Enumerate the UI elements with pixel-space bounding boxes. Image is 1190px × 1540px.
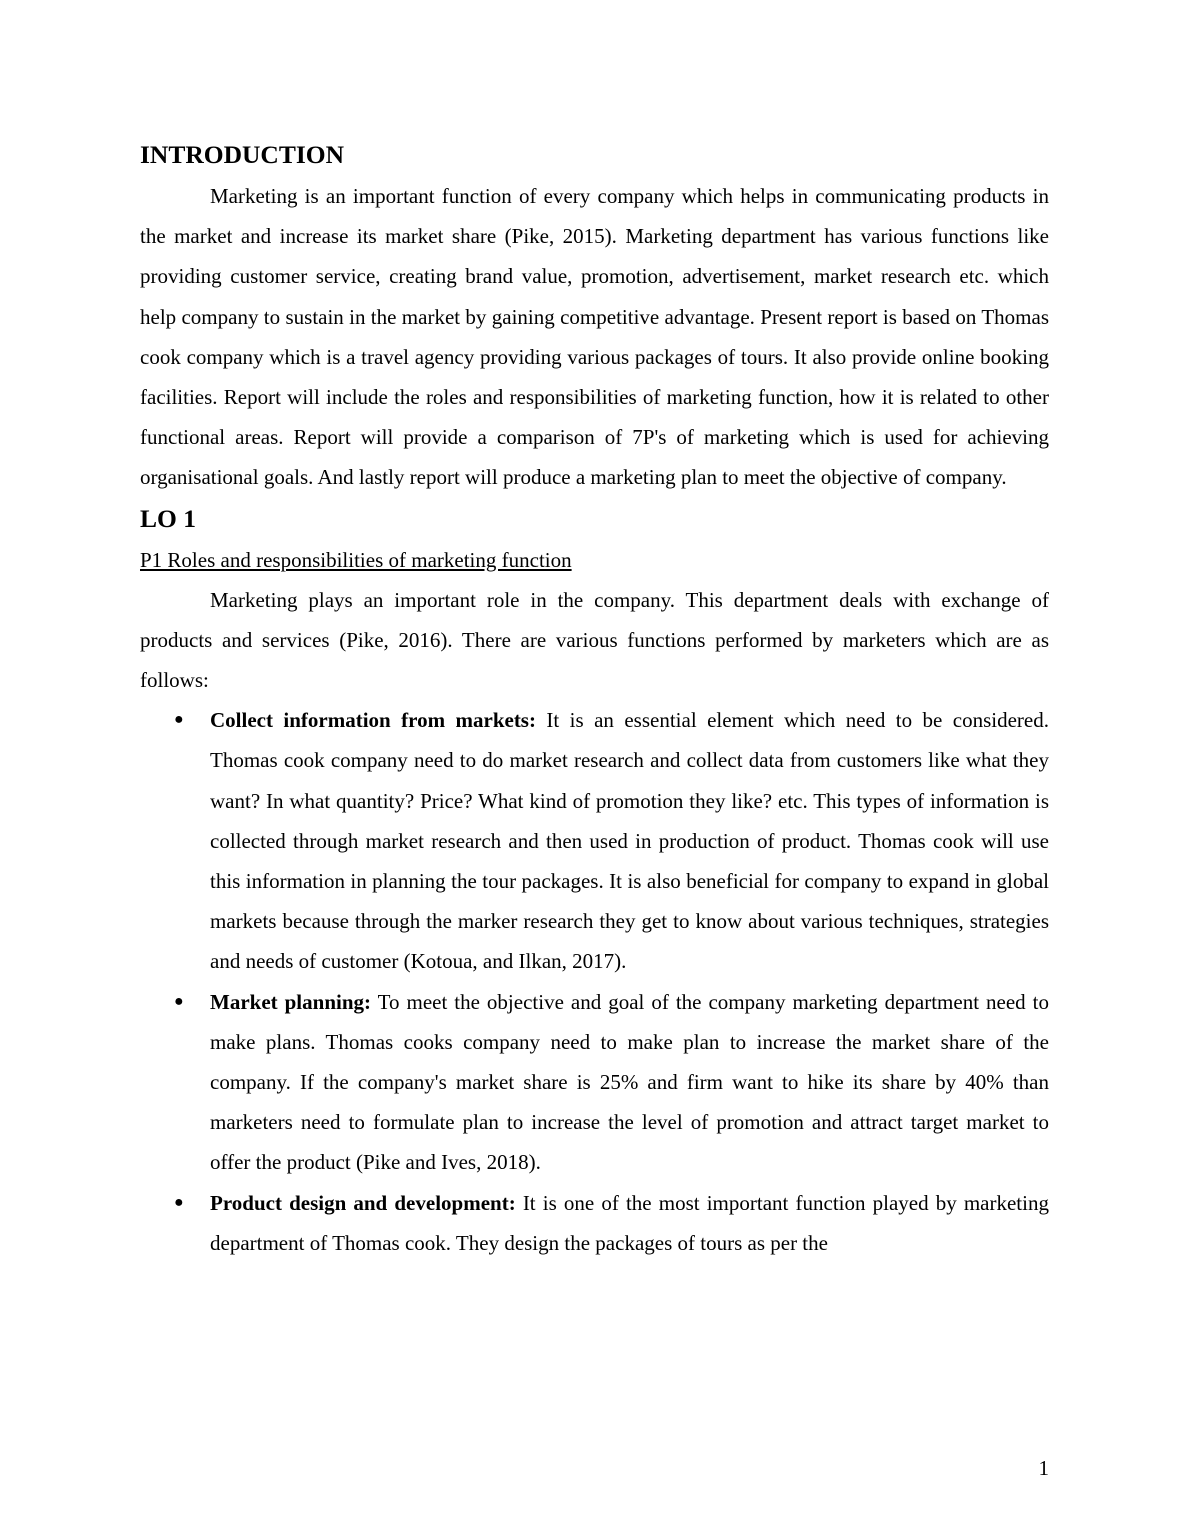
list-item-term: Collect information from markets: (210, 708, 536, 733)
list-item-text: It is an essential element which need to be considered. Thomas cook company need to do market research and collect data from customers like what they want? In what quantity? Price? What kind of promotion they like? etc. This types of information is collected through market research and then used in production of product. Thomas cook will use this information in planning the tour packages. It is also beneficial for company to expand in global markets because through the marker research they get to know about various techniques, strategies and needs of customer (Kotoua, and Ilkan, 2017). (210, 708, 1050, 974)
introduction-paragraph: Marketing is an important function of every company which helps in communicating products in the market and increase its market share (Pike, 2015). Marketing department has various functions like providing customer service, creating brand value, promotion, advertisement, market research etc. which help company to sustain in the market by gaining competitive advantage. Present report is based on Thomas cook company which is a travel agency providing various packages of tours. It also provide online booking facilities. Report will include the roles and responsibilities of marketing function, how it is related to other functional areas. Report will provide a comparison of 7P's of marketing which is used for achieving organisational goals. And lastly report will produce a marketing plan to meet the objective of company. (140, 184, 1049, 490)
list-item-term: Product design and development: (210, 1190, 516, 1215)
list-item (140, 700, 1049, 981)
document-page (140, 138, 1049, 1263)
introduction-heading: INTRODUCTION (140, 140, 345, 169)
list-item-term: Market planning: (210, 989, 372, 1014)
list-item (140, 1183, 1049, 1263)
bullet-icon: ● (174, 992, 184, 1010)
list-item-text: To meet the objective and goal of the company marketing department need to make plans. Thomas cooks company need to make plan to increase the market share of the company. If the company's market share is 25% and firm want to hike its share by 40% than marketers need to formulate plan to increase the level of promotion and attract target market to offer the product (Pike and Ives, 2018). (210, 989, 1050, 1175)
functions-list (140, 700, 1049, 1263)
list-item (140, 982, 1049, 1183)
p1-subheading: P1 Roles and responsibilities of marketing function (140, 547, 572, 572)
list-item-text: It is one of the most important function played by marketing department of Thomas cook. They design the packages of tours as per the (210, 1190, 1049, 1255)
roles-paragraph: Marketing plays an important role in the company. This department deals with exchange of products and services (Pike, 2016). There are various functions performed by marketers which are as follows: (140, 587, 1049, 693)
bullet-icon: ● (174, 1193, 184, 1211)
lo1-heading: LO 1 (140, 503, 196, 533)
page-number: 1 (1038, 1456, 1049, 1480)
bullet-icon: ● (174, 711, 184, 729)
